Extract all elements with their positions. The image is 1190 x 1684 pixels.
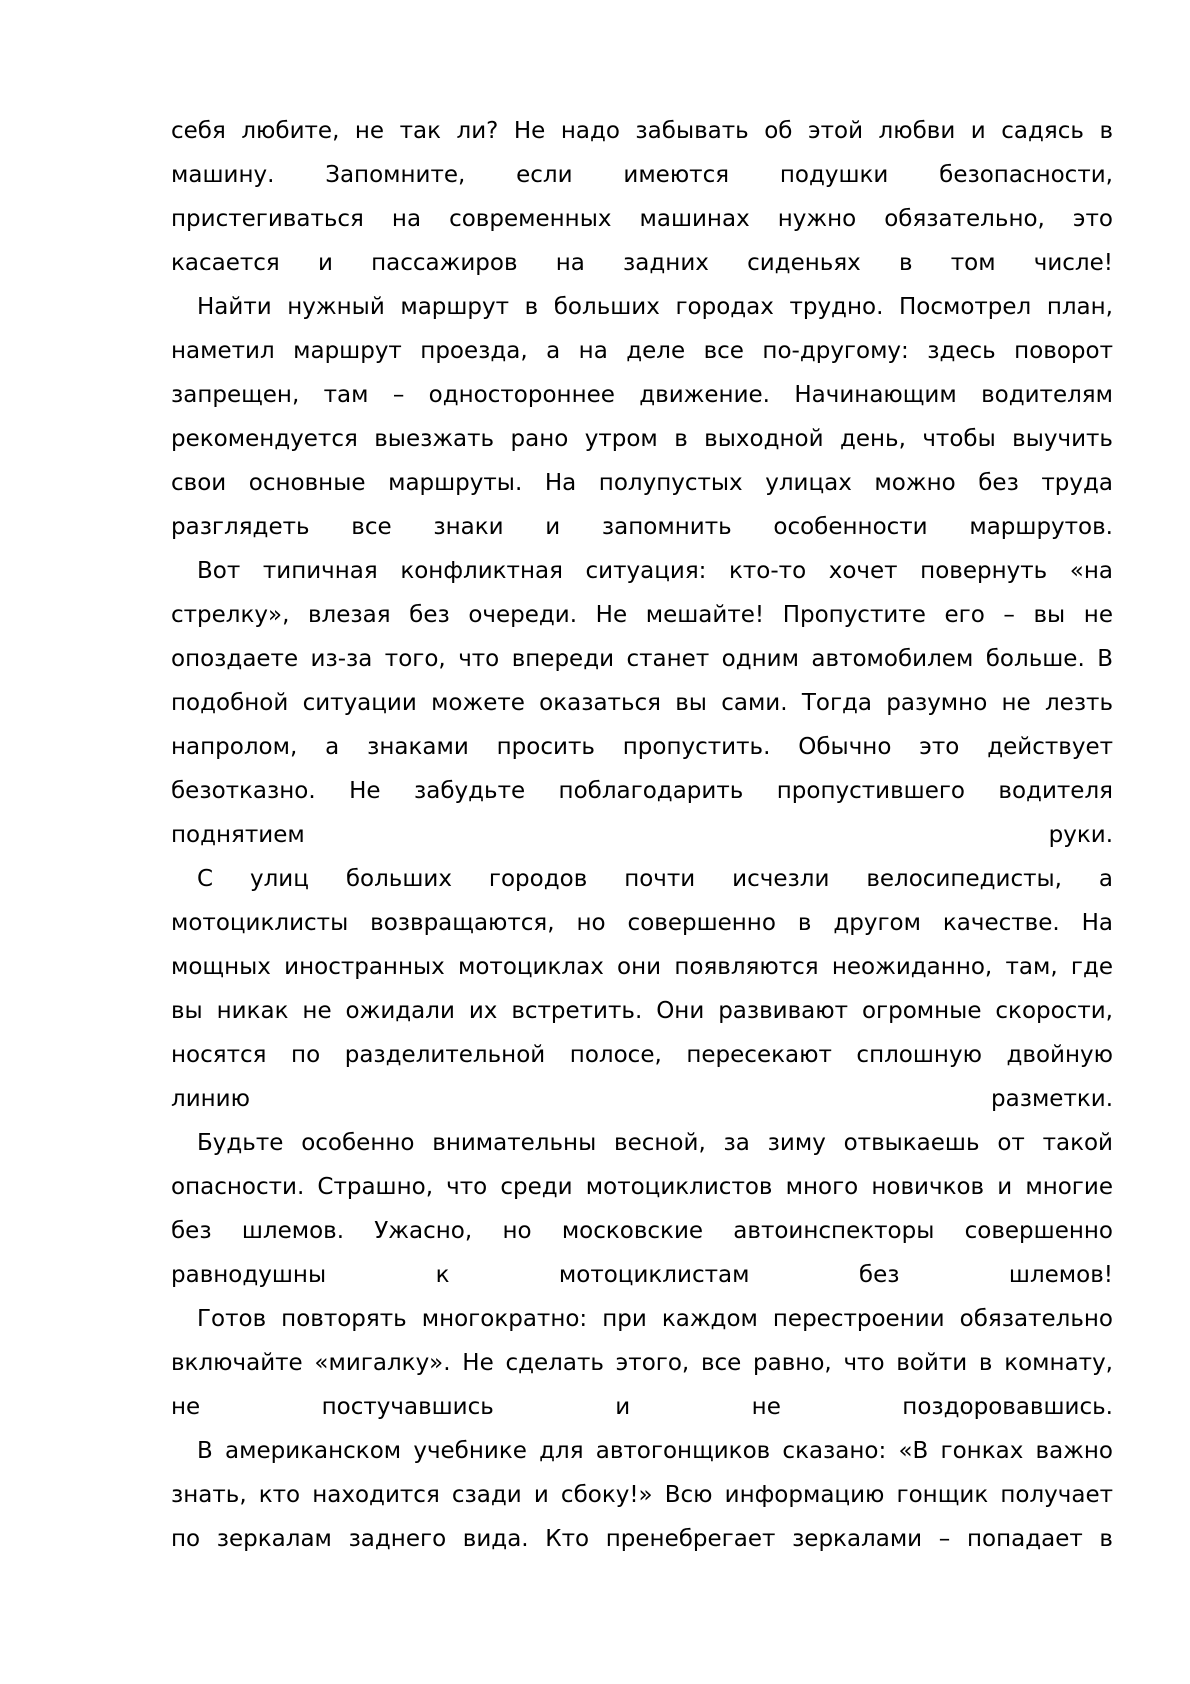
text-line: запрещен, там – одностороннее движение. Начинающим водителям (171, 382, 1113, 408)
text-line: стрелку», влезая без очереди. Не мешайте! Пропустите его – вы не (171, 602, 1113, 628)
text-line: линию разметки. (171, 1086, 1113, 1112)
text-line: поднятием руки. (171, 822, 1113, 848)
paragraph (171, 109, 1113, 285)
text-line: подобной ситуации можете оказаться вы сами. Тогда разумно не лезть (171, 690, 1113, 716)
text-line: разглядеть все знаки и запомнить особенности маршрутов. (171, 514, 1113, 540)
text-line: знать, кто находится сзади и сбоку!» Всю информацию гонщик получает (171, 1482, 1113, 1508)
text-line: опоздаете из-за того, что впереди станет одним автомобилем больше. В (171, 646, 1113, 672)
text-line: машину. Запомните, если имеются подушки безопасности, (171, 162, 1113, 188)
text-line: по зеркалам заднего вида. Кто пренебрегает зеркалами – попадает в (171, 1526, 1113, 1552)
document-text (171, 109, 1113, 1561)
text-line: С улиц больших городов почти исчезли велосипедисты, а (197, 866, 1113, 892)
paragraph (171, 1429, 1113, 1561)
text-line: вы никак не ожидали их встретить. Они развивают огромные скорости, (171, 998, 1113, 1024)
text-line: носятся по разделительной полосе, пересекают сплошную двойную (171, 1042, 1113, 1068)
text-line: равнодушны к мотоциклистам без шлемов! (171, 1262, 1113, 1288)
text-line: Готов повторять многократно: при каждом перестроении обязательно (197, 1306, 1113, 1332)
paragraph (171, 1121, 1113, 1297)
text-line: Будьте особенно внимательны весной, за зиму отвыкаешь от такой (197, 1130, 1113, 1156)
text-line: включайте «мигалку». Не сделать этого, все равно, что войти в комнату, (171, 1350, 1113, 1376)
text-line: мотоциклисты возвращаются, но совершенно в другом качестве. На (171, 910, 1113, 936)
text-line: пристегиваться на современных машинах нужно обязательно, это (171, 206, 1113, 232)
text-line: наметил маршрут проезда, а на деле все по-другому: здесь поворот (171, 338, 1113, 364)
text-line: не постучавшись и не поздоровавшись. (171, 1394, 1113, 1420)
text-line: мощных иностранных мотоциклах они появляются неожиданно, там, где (171, 954, 1113, 980)
text-line: свои основные маршруты. На полупустых улицах можно без труда (171, 470, 1113, 496)
text-line: опасности. Страшно, что среди мотоциклистов много новичков и многие (171, 1174, 1113, 1200)
text-line: касается и пассажиров на задних сиденьях в том числе! (171, 250, 1113, 276)
text-line: напролом, а знаками просить пропустить. Обычно это действует (171, 734, 1113, 760)
paragraph (171, 285, 1113, 549)
text-line: себя любите, не так ли? Не надо забывать об этой любви и садясь в (171, 118, 1113, 144)
text-line: Вот типичная конфликтная ситуация: кто-то хочет повернуть «на (197, 558, 1113, 584)
paragraph (171, 1297, 1113, 1429)
paragraph (171, 857, 1113, 1121)
paragraph (171, 549, 1113, 857)
text-line: Найти нужный маршрут в больших городах трудно. Посмотрел план, (197, 294, 1113, 320)
text-line: без шлемов. Ужасно, но московские автоинспекторы совершенно (171, 1218, 1113, 1244)
text-line: рекомендуется выезжать рано утром в выходной день, чтобы выучить (171, 426, 1113, 452)
text-line: В американском учебнике для автогонщиков сказано: «В гонках важно (197, 1438, 1113, 1464)
text-line: безотказно. Не забудьте поблагодарить пропустившего водителя (171, 778, 1113, 804)
